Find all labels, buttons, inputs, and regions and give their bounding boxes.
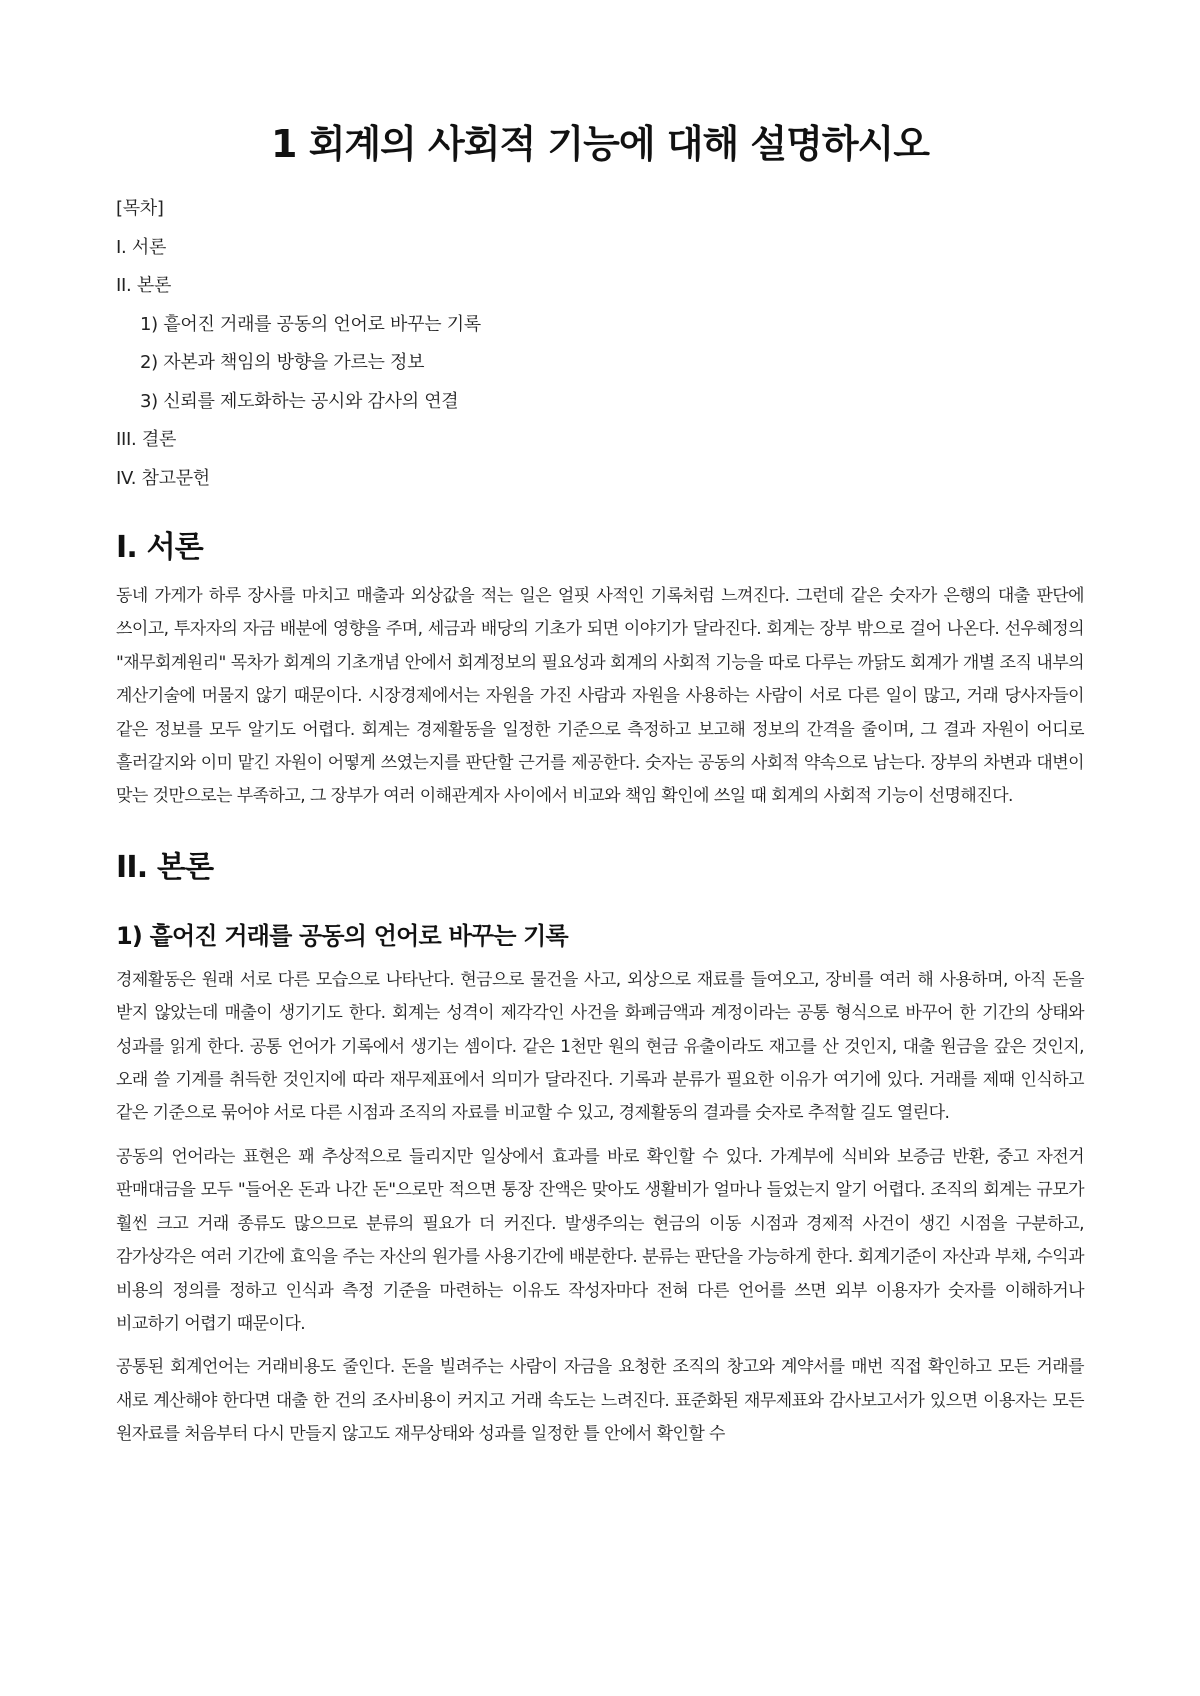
body-paragraph: 공통된 회계언어는 거래비용도 줄인다. 돈을 빌려주는 사람이 자금을 요청한 조직의 창고와 계약서를 매번 직접 확인하고 모든 거래를 새로 계산해야 한다면 대출 한 건의 조사비용이 커지고 거래 속도는 느려진다. 표준화된 재무제표와 감사보고서가 있으면 이용자는 모든 원자료를 처음부터 다시 만들지 않고도 재무상태와 성과를 일정한 틀 안에서 확인할 수 [116, 1357, 1084, 1445]
toc-item-conclusion: III. 결론 [116, 429, 177, 450]
intro-heading: I. 서론 [116, 530, 203, 565]
toc-item-body-2: 2) 자본과 책임의 방향을 가르는 정보 [140, 352, 425, 373]
subsection-heading-1: 1) 흩어진 거래를 공동의 언어로 바꾸는 기록 [116, 921, 568, 950]
toc-heading: [목차] [116, 198, 164, 219]
intro-section [116, 524, 1084, 814]
toc-item-body: II. 본론 [116, 275, 172, 296]
body-paragraph: 공동의 언어라는 표현은 꽤 추상적으로 들리지만 일상에서 효과를 바로 확인할 수 있다. 가계부에 식비와 보증금 반환, 중고 자전거 판매대금을 모두 "들어온 돈과 나간 돈"으로만 적으면 통장 잔액은 맞아도 생활비가 얼마나 들었는지 알기 어렵다. 조직의 회계는 규모가 훨씬 크고 거래 종류도 많으므로 분류의 필요가 더 커진다. 발생주의는 현금의 이동 시점과 경제적 사건이 생긴 시점을 구분하고, 감가상각은 여러 기간에 효익을 주는 자산의 원가를 사용기간에 배분한다. 분류는 판단을 가능하게 한다. 회계기준이 자산과 부채, 수익과 비용의 정의를 정하고 인식과 측정 기준을 마련하는 이유도 작성자마다 전혀 다른 언어를 쓰면 외부 이용자가 숫자를 이해하거나 비교하기 어렵기 때문이다. [116, 1146, 1084, 1334]
section-spacer [116, 824, 1084, 844]
intro-paragraph: 동네 가게가 하루 장사를 마치고 매출과 외상값을 적는 일은 얼핏 사적인 기록처럼 느껴진다. 그런데 같은 숫자가 은행의 대출 판단에 쓰이고, 투자자의 자금 배분에 영향을 주며, 세금과 배당의 기초가 되면 이야기가 달라진다. 회계는 장부 밖으로 걸어 나온다. 선우혜정의 "재무회계원리" 목차가 회계의 기초개념 안에서 회계정보의 필요성과 회계의 사회적 기능을 따로 다루는 까닭도 회계가 개별 조직 내부의 계산기술에 머물지 않기 때문이다. 시장경제에서는 자원을 가진 사람과 자원을 사용하는 사람이 서로 다른 일이 많고, 거래 당사자들이 같은 정보를 모두 알기도 어렵다. 회계는 경제활동을 일정한 기준으로 측정하고 보고해 정보의 간격을 줄이며, 그 결과 자원이 어디로 흘러갈지와 이미 맡긴 자원이 어떻게 쓰였는지를 판단할 근거를 제공한다. 숫자는 공동의 사회적 약속으로 남는다. 장부의 차변과 대변이 맞는 것만으로는 부족하고, 그 장부가 여러 이해관계자 사이에서 비교와 책임 확인에 쓰일 때 회계의 사회적 기능이 선명해진다. [116, 586, 1084, 807]
document-title: 1 회계의 사회적 기능에 대해 설명하시오 [271, 122, 929, 166]
toc-item-intro: I. 서론 [116, 236, 167, 258]
toc-item-body-3: 3) 신뢰를 제도화하는 공시와 감사의 연결 [140, 390, 459, 412]
table-of-contents [116, 190, 1084, 498]
toc-item-references: IV. 참고문헌 [116, 467, 210, 489]
body-heading: II. 본론 [116, 849, 214, 885]
body-paragraph: 경제활동은 원래 서로 다른 모습으로 나타난다. 현금으로 물건을 사고, 외상으로 재료를 들여오고, 장비를 여러 해 사용하며, 아직 돈을 받지 않았는데 매출이 생기기도 한다. 회계는 성격이 제각각인 사건을 화폐금액과 계정이라는 공통 형식으로 바꾸어 한 기간의 상태와 성과를 읽게 한다. 공통 언어가 기록에서 생기는 셈이다. 같은 1천만 원의 현금 유출이라도 재고를 산 것인지, 대출 원금을 갚은 것인지, 오래 쓸 기계를 취득한 것인지에 따라 재무제표에서 의미가 달라진다. 기록과 분류가 필요한 이유가 여기에 있다. 거래를 제때 인식하고 같은 기준으로 묶어야 서로 다른 시점과 조직의 자료를 비교할 수 있고, 경제활동의 결과를 숫자로 추적할 길도 열린다. [116, 969, 1084, 1124]
heading-spacer [116, 900, 1084, 914]
toc-item-body-1: 1) 흩어진 거래를 공동의 언어로 바꾸는 기록 [140, 313, 481, 335]
body-section [116, 844, 1084, 1452]
